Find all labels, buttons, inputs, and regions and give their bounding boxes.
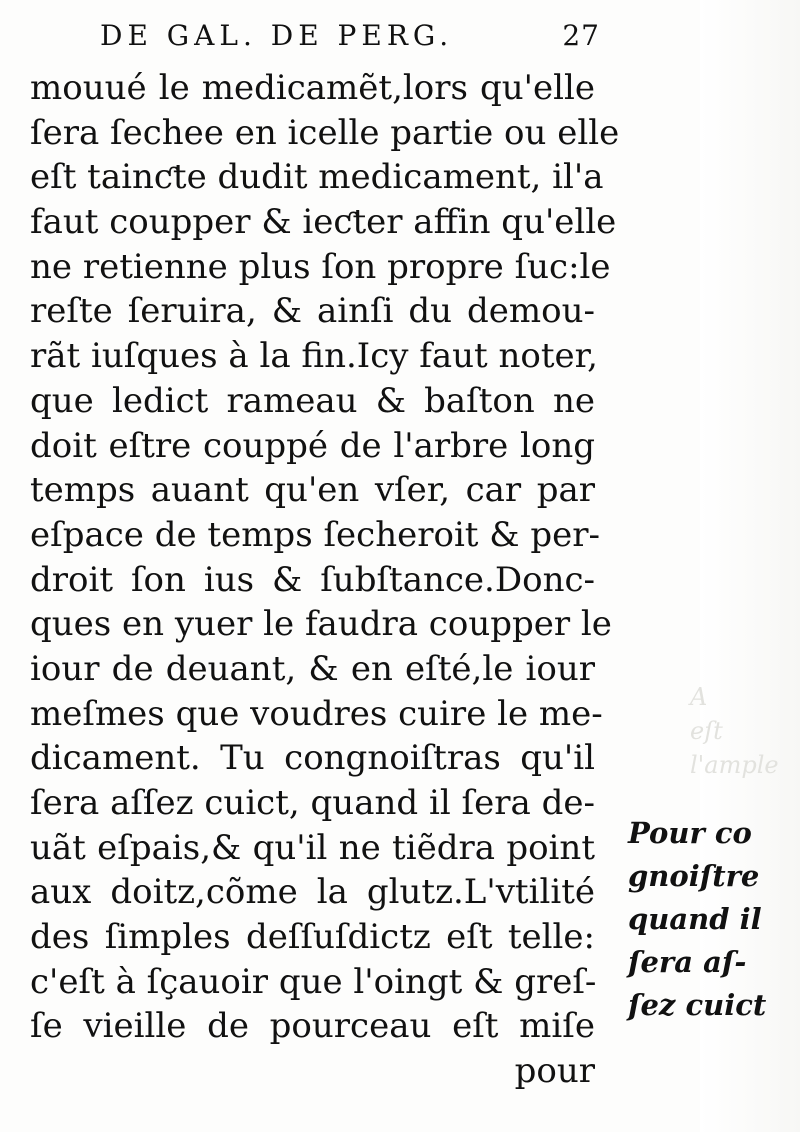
marginal-note-line: quand il: [628, 902, 762, 936]
running-head: [100, 14, 600, 58]
marginal-note: [628, 812, 793, 1027]
show-through-line: l'ample: [690, 751, 779, 779]
text-line: meſmes que voudres cuire le me-: [30, 693, 603, 734]
text-line: des ſimples deſſuſdictz eſt telle:: [30, 917, 595, 958]
text-line: eſt tainƈte dudit medicament, il'a: [30, 157, 604, 198]
text-line: temps auant qu'en vſer, car par: [30, 470, 595, 511]
text-line: ſera ſechee en icelle partie ou elle: [30, 112, 620, 153]
text-line: que ledict rameau & baſton ne: [30, 380, 595, 421]
text-line: reſte ſeruira, & ainſi du demou-: [30, 291, 595, 332]
text-line: iour de deuant, & en eſté,le iour: [30, 648, 595, 689]
show-through-text: [690, 680, 790, 820]
text-line: c'eſt à ſçauoir que l'oingt & greſ-: [30, 961, 597, 1002]
text-line: doit eſtre couppé de l'arbre long: [30, 425, 595, 466]
show-through-line: A: [690, 683, 708, 711]
text-line: mouué le medicamẽt,lors qu'elle: [30, 68, 595, 108]
text-line: faut coupper & ieƈter affin qu'elle: [30, 202, 617, 243]
text-line: aux doitz,cõme la glutz.L'vtilité: [30, 872, 595, 913]
text-line: ne retienne plus ſon propre ſuc:le: [30, 246, 611, 287]
text-line: ques en yuer le faudra coupper le: [30, 604, 612, 645]
text-line: droit ſon ius & ſubſtance.Donc-: [30, 559, 595, 600]
catchword: pour: [514, 1051, 595, 1092]
marginal-note-line: gnoiſtre: [628, 859, 760, 893]
marginal-note-line: ſera aſ-: [628, 945, 747, 979]
body-text: [30, 66, 630, 1102]
text-line: ſera aſſez cuict, quand il ſera de-: [30, 783, 595, 823]
text-line: ſe vieille de pourceau eſt miſe: [30, 1006, 595, 1047]
marginal-note-line: ſez cuict: [628, 988, 767, 1022]
text-line: dicament. Tu congnoiſtras qu'il: [30, 738, 595, 779]
marginal-note-line: Pour co: [628, 816, 752, 850]
text-line: uãt eſpais,& qu'il ne tiẽdra point: [30, 827, 595, 868]
text-line: eſpace de temps ſecheroit & per-: [30, 514, 600, 555]
text-line: rãt iuſques à la fin.Icy faut noter,: [30, 336, 598, 377]
show-through-line: eſt: [690, 717, 723, 745]
page-number: 27: [562, 19, 600, 52]
running-head-title: DE GAL. DE PERG.: [100, 19, 454, 52]
